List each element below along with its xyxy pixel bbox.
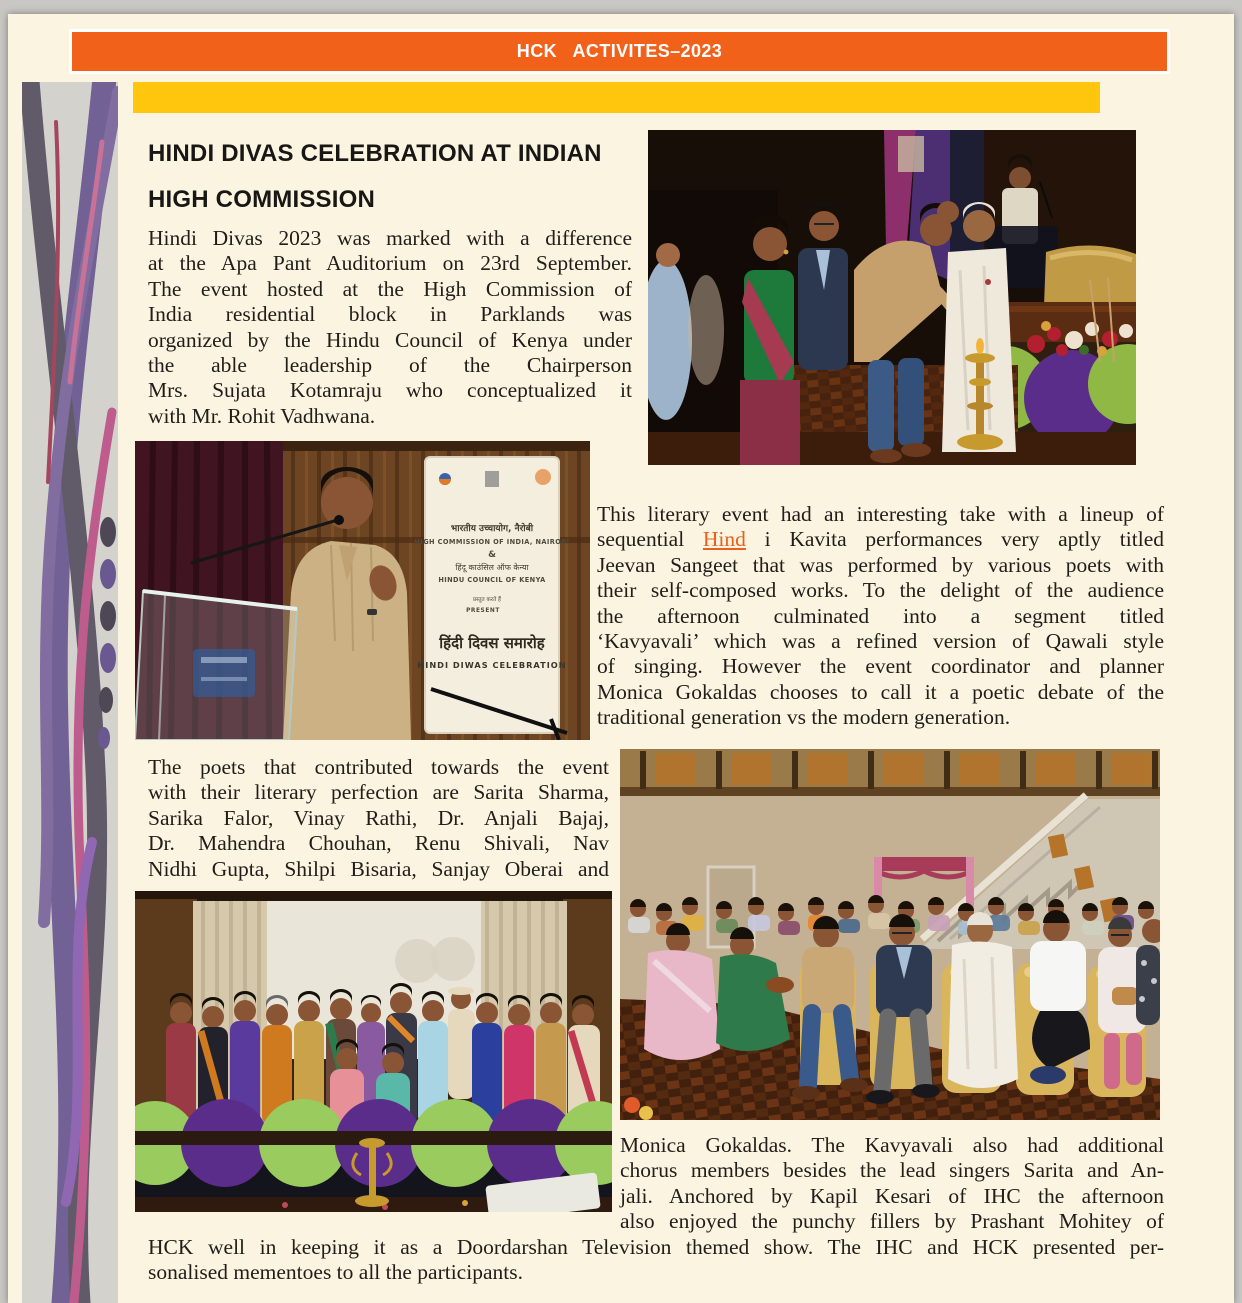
banner-present: PRESENT xyxy=(466,608,500,614)
photo-group-on-stage xyxy=(135,891,612,1212)
text-line: The event hosted at the High Commission of xyxy=(148,276,632,301)
masthead-bar xyxy=(69,29,1170,74)
text-line: jali. Anchored by Kapil Kesari of IHC the afternoon xyxy=(620,1183,1164,1208)
photo-speaker-at-podium xyxy=(135,441,590,740)
headline-line-1: HINDI DIVAS CELEBRATION AT INDIAN xyxy=(148,140,602,167)
text-line: HCK well in keeping it as a Doordarshan Television themed show. The IHC and HCK presented per- xyxy=(148,1235,1164,1259)
text-line: Sarika Falor, Vinay Rathi, Dr. Anjali Bajaj, xyxy=(148,805,609,830)
text-line: Dr. Mahendra Chouhan, Renu Shivali, Nav xyxy=(148,831,609,856)
accent-bar xyxy=(133,82,1100,113)
text-line: also enjoyed the punchy fillers by Prashant Mohitey of xyxy=(620,1209,1164,1234)
glass-podium xyxy=(135,591,297,740)
india-emblem xyxy=(485,471,499,487)
text-line: sonalised mementoes to all the participants. xyxy=(148,1260,523,1285)
banner-hindi-title: हिंदी दिवस समारोह xyxy=(439,634,545,652)
stage-top-beam xyxy=(135,891,612,901)
photo-audience-seated xyxy=(620,749,1160,1120)
text-line: This literary event had an interesting take with a lineup of xyxy=(597,502,1164,526)
text-line: ‘Kavyavali’ which was a refined version of Qawali style xyxy=(597,629,1164,654)
text-line: the afternoon culminated into a segment titled xyxy=(597,603,1164,628)
photo-lamp-lighting-ceremony xyxy=(648,130,1136,465)
paragraph-literary-event xyxy=(597,502,1164,731)
handbag xyxy=(1112,987,1138,1005)
text-line: with Mr. Rohit Vadhwana. xyxy=(148,403,376,428)
headline-line-2: HIGH COMMISSION xyxy=(148,186,376,213)
text-line-with-link xyxy=(597,527,1164,552)
banner-english-line2: HINDU COUNCIL OF KENYA xyxy=(438,576,546,584)
text-line: Nidhi Gupta, Shilpi Bisaria, Sanjay Oberai and xyxy=(148,856,609,881)
paragraph-literary-event-rest xyxy=(597,553,1164,731)
microphone-icon xyxy=(334,515,344,525)
text-line: Monica Gokaldas. The Kavyavali also had additional xyxy=(620,1133,1164,1157)
podium-emblem xyxy=(193,649,255,697)
text-line: Monica Gokaldas chooses to call it a poetic debate of the xyxy=(597,679,1164,704)
wall-portrait xyxy=(898,136,924,172)
link-line-post: i Kavita performances very aptly titled xyxy=(745,527,1164,552)
text-line: Hindi Divas 2023 was marked with a difference xyxy=(148,226,632,250)
balcony-railing xyxy=(620,749,1160,796)
text-line: with their literary perfection are Sarita Sharma, xyxy=(148,780,609,805)
text-line: the able leadership of the Chairperson xyxy=(148,353,632,378)
text-line: Mrs. Sujata Kotamraju who conceptualized it xyxy=(148,378,632,403)
link-line-pre: sequential xyxy=(597,527,703,552)
banner-hindi-line2: हिंदू काउंसिल ऑफ केन्या xyxy=(455,563,529,572)
background-head xyxy=(937,201,959,223)
paragraph-kavyavali xyxy=(620,1133,1164,1235)
paragraph-poets xyxy=(148,755,609,882)
text-line: at the Apa Pant Auditorium on 23rd September. xyxy=(148,251,632,276)
text-line: their self-composed works. To the delight of the audience xyxy=(597,578,1164,603)
text-line: of singing. However the event coordinator and planner xyxy=(597,654,1164,679)
banner-english-title: HINDI DIWAS CELEBRATION xyxy=(417,660,567,670)
masthead-title: HCK ACTIVITES–2023 xyxy=(516,41,723,61)
decorative-ribbon-graphic xyxy=(22,82,118,1303)
flower-foreground xyxy=(624,1097,640,1113)
paragraph-closing xyxy=(148,1235,1164,1286)
wrist-watch xyxy=(367,609,377,615)
banner-english-line1: HIGH COMMISSION OF INDIA, NAIROBI xyxy=(414,538,570,546)
text-line: The poets that contributed towards the event xyxy=(148,755,609,779)
text-line: India residential block in Parklands was xyxy=(148,302,632,327)
banner-hindi-line1: भारतीय उच्चायोग, नैरोबी xyxy=(450,524,534,534)
banner-ampersand: & xyxy=(488,550,496,560)
article-headline xyxy=(148,131,668,223)
banner-present-hindi: प्रस्तुत करते हैं xyxy=(472,597,502,603)
hind-link[interactable]: Hind xyxy=(702,527,746,552)
text-line: Jeevan Sangeet that was performed by various poets with xyxy=(597,552,1164,577)
text-line: organized by the Hindu Council of Kenya under xyxy=(148,327,632,352)
paragraph-intro xyxy=(148,226,632,429)
text-line: chorus members besides the lead singers Sarita and An- xyxy=(620,1158,1164,1183)
text-line: traditional generation vs the modern generation. xyxy=(597,705,1011,730)
